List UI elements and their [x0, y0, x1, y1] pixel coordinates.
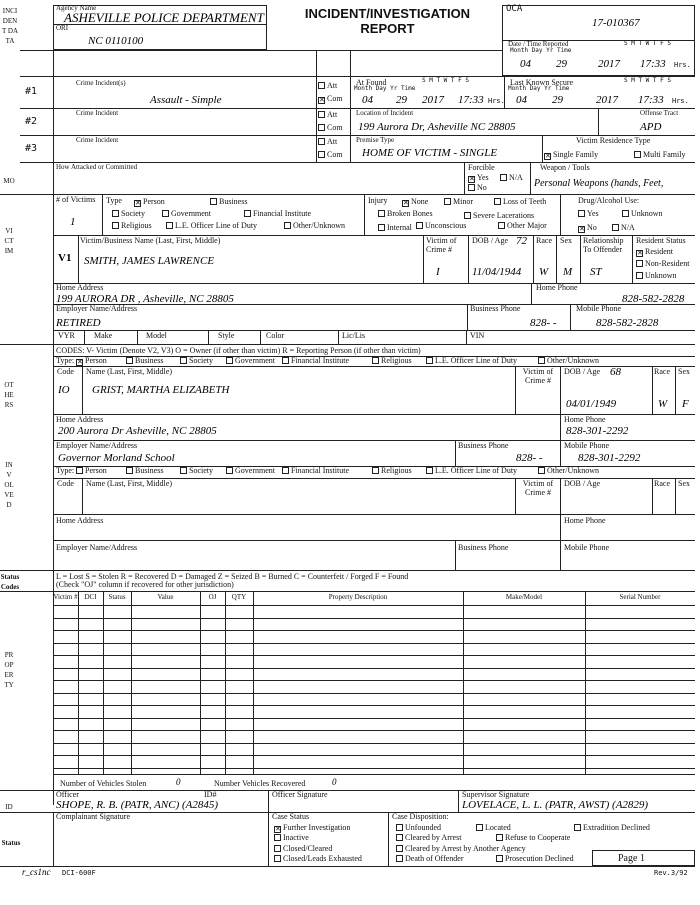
case-status-label: Case Status [272, 812, 310, 821]
location-label: Location of Incident [356, 109, 414, 117]
o1-sex-label: Sex [678, 367, 690, 376]
last-known-mdy: Month Day Yr Time [508, 85, 570, 92]
others-type-label-2: Type: [56, 466, 75, 475]
reported-time: 17:33 [640, 58, 666, 70]
victim-sex: M [563, 266, 573, 278]
side-label-victim: VICTIM [4, 227, 14, 255]
o1-name-label: Name (Last, First, Middle) [86, 367, 172, 376]
supervisor-label: Supervisor Signature [462, 790, 530, 799]
crime-3-label: Crime Incident [76, 136, 119, 144]
last-known-day: 29 [552, 94, 563, 106]
premise-label: Premise Type [356, 136, 395, 144]
side-label-property: PROPERTY [4, 651, 14, 689]
victim-emp-label: Employer Name/Address [56, 304, 138, 313]
footer-form: DCI-600F [62, 869, 96, 877]
victim-home-phone-label: Home Phone [536, 283, 578, 292]
injury-label: Injury [368, 196, 388, 205]
victim-home-phone: 828-582-2828 [622, 293, 685, 305]
victim-type-label: Type [106, 196, 122, 205]
cs-further-investigation[interactable]: ✕ Further Investigation [275, 823, 351, 833]
footer-report-id: r_cs1nc [22, 867, 51, 877]
o1-home: 200 Aurora Dr Asheville, NC 28805 [58, 425, 217, 437]
property-header-4: OJ [208, 593, 217, 601]
property-col-divider [225, 591, 226, 775]
forcible-na[interactable]: N/A [500, 174, 523, 183]
single-family-checkbox[interactable]: ✕ Single Family [545, 150, 599, 160]
o1-type-government[interactable]: Government [226, 357, 275, 366]
last-known-hrs: Hrs. [672, 97, 689, 105]
property-col-divider [103, 591, 104, 775]
victim-home-label: Home Address [56, 283, 104, 292]
complainant-label: Complainant Signature [56, 812, 130, 821]
crime-2-att[interactable]: Att [318, 111, 337, 120]
status-codes-line2: (Check "OJ" column if recovered for other jurisdiction) [56, 580, 234, 589]
vehicle-vin-label: VIN [470, 331, 485, 340]
victim-age: 72 [516, 235, 527, 247]
property-row-line [53, 643, 695, 644]
reported-day: 29 [556, 58, 567, 70]
property-row-line [53, 618, 695, 619]
disp-located[interactable]: Located [476, 824, 511, 833]
property-header-6: Property Description [328, 593, 388, 601]
o1-bus-phone-label: Business Phone [458, 441, 509, 450]
o2-emp-label: Employer Name/Address [56, 543, 138, 552]
reported-year: 2017 [598, 58, 620, 70]
officer-name: SHOPE, R. B. (PATR, ANC) (A2845) [56, 799, 219, 811]
o2-type-government[interactable]: Government [226, 467, 275, 476]
residence-type-label: Victim Residence Type [576, 136, 651, 145]
side-label-mo: MO [3, 177, 15, 185]
side-label-status-codes: Status Codes [0, 573, 20, 591]
property-col-divider [200, 591, 201, 775]
o1-mobile: 828-301-2292 [578, 452, 641, 464]
others-codes: CODES: V- Victim (Denote V2, V3) O = Owner (if other than victim) R = Reporting Person (if other than victim) [56, 346, 421, 355]
property-row-line [53, 605, 695, 606]
drug-na[interactable]: N/A [612, 224, 635, 233]
o1-dob-label: DOB / Age [564, 367, 600, 376]
victim-race: W [539, 266, 549, 278]
o1-type-society[interactable]: Society [180, 357, 213, 366]
crime-3-att[interactable]: Att [318, 138, 337, 147]
crime-1-value: Assault - Simple [150, 94, 222, 106]
victim-emp: RETIRED [56, 317, 101, 329]
o1-type-other[interactable]: Other/Unknown [538, 357, 599, 366]
report-title-2: REPORT [360, 21, 415, 36]
type-leo[interactable]: L.E. Officer Line of Duty [166, 222, 257, 231]
vehicle-color-label: Color [266, 331, 285, 340]
victim-rel-label: Relationship To Offender [583, 236, 624, 254]
drug-label: Drug/Alcohol Use: [578, 196, 640, 205]
forcible-label: Forcible [468, 163, 495, 172]
property-row-line [53, 730, 695, 731]
property-row-line [53, 630, 695, 631]
victim-dob-label: DOB / Age [472, 236, 508, 245]
officer-label: Officer [56, 790, 79, 799]
found-day: 29 [396, 94, 407, 106]
o1-type-religious[interactable]: Religious [372, 357, 412, 366]
type-government[interactable]: Government [162, 210, 211, 219]
o1-emp: Governor Morland School [58, 452, 175, 464]
o1-code-label: Code [57, 367, 74, 376]
date-reported-label: Date / Time Reported [508, 40, 569, 48]
last-known-time: 17:33 [638, 94, 664, 106]
cs-inactive[interactable]: Inactive [274, 834, 309, 843]
o1-name: GRIST, MARTHA ELIZABETH [92, 384, 230, 396]
o1-bus-phone: 828- - [516, 452, 543, 464]
location-value: 199 Aurora Dr, Asheville NC 28805 [358, 121, 516, 133]
res-non-resident[interactable]: Non-Resident [636, 260, 689, 269]
agency-label: Agency Name [56, 4, 97, 12]
o2-type-business[interactable]: Business [126, 467, 163, 476]
o2-mobile-label: Mobile Phone [564, 543, 610, 552]
crime-1-num: #1 [25, 86, 38, 97]
o2-type-religious[interactable]: Religious [372, 467, 412, 476]
mo-attacked-label: How Attacked or Committed [56, 163, 138, 171]
property-row-line [53, 743, 695, 744]
drug-no[interactable]: ✕ No [579, 223, 597, 233]
agency-name: ASHEVILLE POLICE DEPARTMENT [64, 10, 264, 25]
type-religious[interactable]: Religious [112, 222, 152, 231]
o1-home-phone-label: Home Phone [564, 415, 606, 424]
reported-hrs: Hrs. [674, 61, 691, 69]
crime-3-num: #3 [25, 143, 38, 154]
res-unknown[interactable]: Unknown [636, 272, 677, 281]
property-col-divider [253, 591, 254, 775]
found-month: 04 [362, 94, 373, 106]
vehicles-stolen-label: Number of Vehicles Stolen [60, 779, 147, 788]
o1-emp-label: Employer Name/Address [56, 441, 138, 450]
vehicle-lic-label: Lic/Lis [342, 331, 366, 340]
victim-home: 199 AURORA DR , Asheville, NC 28805 [56, 293, 234, 305]
victim-sex-label: Sex [560, 236, 572, 245]
property-header-0: Victim # [53, 593, 78, 601]
o1-sex: F [682, 398, 689, 410]
type-financial[interactable]: Financial Institute [244, 210, 311, 219]
drug-unknown[interactable]: Unknown [622, 210, 663, 219]
oca-label: OCA [506, 4, 523, 14]
type-person[interactable]: ✕ Person [135, 197, 165, 207]
supervisor-name: LOVELACE, L. L. (PATR, AWST) (A2829) [462, 799, 649, 811]
victim-rel: ST [590, 266, 602, 278]
o1-home-phone: 828-301-2292 [566, 425, 629, 437]
crime-2-label: Crime Incident [76, 109, 119, 117]
weapon-label: Weapon / Tools [540, 163, 590, 172]
days-reported: S M T W T F S [624, 40, 671, 47]
victim-mobile-label: Mobile Phone [576, 304, 622, 313]
last-known-days: S M T W T F S [624, 77, 671, 84]
side-label-others: OTHERS [4, 381, 14, 409]
disp-cleared-arrest[interactable]: Cleared by Arrest [396, 834, 461, 843]
offense-tract-label: Offense Tract [640, 109, 679, 117]
victim-dob: 11/04/1944 [472, 266, 522, 278]
found-time: 17:33 [458, 94, 484, 106]
offense-tract-value: APD [640, 121, 662, 133]
officer-signature-label: Officer Signature [272, 790, 328, 799]
victim-race-label: Race [536, 236, 552, 245]
injury-lacerations[interactable]: Severe Lacerations [464, 212, 534, 221]
found-mdy: Month Day Yr Time [354, 85, 416, 92]
property-row-line [53, 693, 695, 694]
property-row-line [53, 705, 695, 706]
found-label: At Found [356, 78, 387, 87]
vehicle-model-label: Model [146, 331, 167, 340]
vehicles-recovered-label: Number Vehicles Recovered [214, 779, 306, 788]
officer-id-label: ID# [204, 790, 217, 799]
o2-type-financial[interactable]: Financial Institute [282, 467, 349, 476]
property-row-line [53, 680, 695, 681]
disp-refuse[interactable]: Refuse to Cooperate [496, 834, 570, 843]
mdy-reported: Month Day Yr Time [510, 47, 572, 54]
footer-rev: Rev.3/92 [654, 869, 688, 877]
side-label-status: Status [1, 839, 21, 847]
disp-other-agency[interactable]: Cleared by Arrest by Another Agency [396, 845, 526, 854]
premise-value: HOME OF VICTIM - SINGLE [362, 147, 498, 159]
o1-race: W [658, 398, 668, 410]
injury-minor[interactable]: Minor [444, 198, 473, 207]
oca-value: 17-010367 [592, 17, 640, 29]
victim-bus-phone-label: Business Phone [470, 304, 521, 313]
crime-1-label: Crime Incident(s) [76, 79, 126, 87]
injury-teeth[interactable]: Loss of Teeth [494, 198, 546, 207]
property-header-7: Make/Model [505, 593, 543, 601]
property-header-5: QTY [231, 593, 247, 601]
injury-none[interactable]: ✕ None [403, 197, 429, 207]
victim-id: V1 [58, 252, 72, 264]
forcible-no[interactable]: No [468, 184, 487, 193]
last-known-year: 2017 [596, 94, 618, 106]
property-row-line [53, 668, 695, 669]
type-business[interactable]: Business [210, 198, 247, 207]
o2-type-person[interactable]: Person [76, 467, 107, 476]
crime-2-com[interactable]: Com [318, 124, 343, 133]
o1-dob: 04/01/1949 [566, 398, 617, 410]
o1-type-financial[interactable]: Financial Institute [282, 357, 349, 366]
disposition-label: Case Disposition: [392, 812, 449, 821]
type-other[interactable]: Other/Unknown [284, 222, 345, 231]
o2-home-phone-label: Home Phone [564, 516, 606, 525]
o2-code-label: Code [57, 479, 74, 488]
side-label-incident: INCIDENT DATA [2, 7, 19, 45]
victim-crime-label: Victim of Crime # [426, 236, 457, 254]
disp-extradition[interactable]: Extradition Declined [574, 824, 650, 833]
property-col-divider [131, 591, 132, 775]
o1-type-business[interactable]: Business [126, 357, 163, 366]
property-row-line [53, 655, 695, 656]
o1-crime-label: Victim of Crime # [522, 367, 554, 385]
injury-bones[interactable]: Broken Bones [378, 210, 433, 219]
o2-home-label: Home Address [56, 516, 104, 525]
o1-type-leo[interactable]: L.E. Officer Line of Duty [426, 357, 517, 366]
property-table [53, 591, 695, 775]
crime-3-com[interactable]: Com [318, 151, 343, 160]
multi-family-checkbox[interactable]: Multi Family [634, 151, 685, 160]
crime-1-com[interactable]: ✕ Com [319, 94, 343, 104]
o2-type-society[interactable]: Society [180, 467, 213, 476]
crime-1-att[interactable]: Att [318, 82, 337, 91]
vehicle-year-label: VYR [58, 331, 75, 340]
o1-age: 68 [610, 366, 621, 378]
injury-unconscious[interactable]: Unconscious [416, 222, 466, 231]
victim-crime-no: I [436, 266, 440, 278]
ori-label: ORI [56, 24, 69, 32]
page-number: Page 1 [618, 853, 645, 864]
disp-death[interactable]: Death of Offender [396, 855, 464, 864]
status-codes-line1: L = Lost S = Stolen R = Recovered D = Damaged Z = Seized B = Burned C = Counterfeit / Forged F = Found [56, 572, 409, 581]
ori-value: NC 0110100 [88, 35, 144, 47]
victim-bus-phone: 828- - [530, 317, 557, 329]
found-days: S M T W T F S [422, 77, 469, 84]
o1-mobile-label: Mobile Phone [564, 441, 610, 450]
others-type-label-1: Type: [56, 356, 75, 365]
disp-unfounded[interactable]: Unfounded [396, 824, 441, 833]
o1-type-person[interactable]: ✕ Person [77, 356, 107, 366]
victim-count: 1 [70, 216, 76, 228]
disp-prosecution-declined[interactable]: Prosecution Declined [496, 855, 574, 864]
property-header-1: DCI [84, 593, 97, 601]
property-header-3: Value [157, 593, 174, 601]
side-label-involved: INVOLVED [4, 461, 14, 509]
victim-count-label: # of Victims [56, 195, 96, 204]
property-col-divider [78, 591, 79, 775]
weapon-value: Personal Weapons (hands, Feet, [534, 178, 664, 189]
o1-home-label: Home Address [56, 415, 104, 424]
property-col-divider [463, 591, 464, 775]
property-row-line [53, 718, 695, 719]
o2-type-leo[interactable]: L.E. Officer Line of Duty [426, 467, 517, 476]
side-label-id: ID [5, 803, 13, 811]
vehicles-recovered: 0 [332, 777, 337, 787]
forcible-yes[interactable]: ✕ Yes [469, 173, 489, 183]
vehicles-stolen: 0 [176, 777, 181, 787]
report-title: INCIDENT/INVESTIGATION [304, 6, 471, 21]
o2-race-label: Race [654, 479, 670, 488]
injury-internal[interactable]: Internal [378, 224, 412, 233]
cs-closed-leads[interactable]: Closed/Leads Exhausted [274, 855, 362, 864]
last-known-label: Last Known Secure [510, 78, 574, 87]
last-known-month: 04 [516, 94, 527, 106]
type-society[interactable]: Society [112, 210, 145, 219]
victim-mobile: 828-582-2828 [596, 317, 659, 329]
reported-month: 04 [520, 58, 531, 70]
resident-status-label: Resident Status [636, 236, 686, 245]
property-row-line [53, 768, 695, 769]
o2-dob-label: DOB / Age [564, 479, 600, 488]
o1-race-label: Race [654, 367, 670, 376]
property-row-line [53, 755, 695, 756]
property-header-2: Status [108, 593, 126, 601]
cs-closed-cleared[interactable]: Closed/Cleared [274, 845, 332, 854]
found-year: 2017 [422, 94, 444, 106]
res-resident[interactable]: ✕ Resident [637, 247, 673, 257]
vehicle-make-label: Make [94, 331, 113, 340]
found-hrs: Hrs. [488, 97, 505, 105]
o2-name-label: Name (Last, First, Middle) [86, 479, 172, 488]
o1-code: IO [58, 384, 70, 396]
property-col-divider [585, 591, 586, 775]
drug-yes[interactable]: Yes [578, 210, 599, 219]
crime-2-num: #2 [25, 116, 38, 127]
o2-crime-label: Victim of Crime # [522, 479, 554, 497]
o2-type-other[interactable]: Other/Unknown [538, 467, 599, 476]
victim-name-label: Victim/Business Name (Last, First, Middle) [80, 236, 221, 245]
property-header-8: Serial Number [619, 593, 661, 601]
o2-bus-phone-label: Business Phone [458, 543, 509, 552]
victim-name: SMITH, JAMES LAWRENCE [84, 255, 215, 267]
injury-other[interactable]: Other Major [498, 222, 547, 231]
o2-sex-label: Sex [678, 479, 690, 488]
vehicle-style-label: Style [218, 331, 235, 340]
